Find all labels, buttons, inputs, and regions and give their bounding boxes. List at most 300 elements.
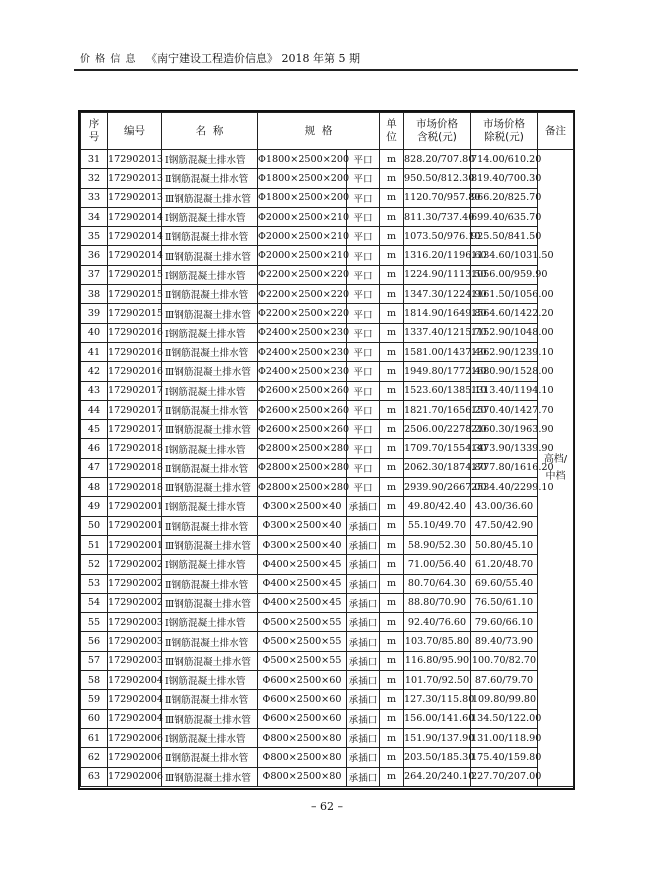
row-name: Ⅱ钢筋混凝土排水管 (162, 516, 258, 535)
row-unit: m (380, 265, 404, 284)
row-price-notax: 175.40/159.80 (471, 748, 538, 767)
row-price-tax: 1814.90/1649.80 (404, 304, 471, 323)
row-name: Ⅰ钢筋混凝土排水管 (162, 439, 258, 458)
row-name: Ⅲ钢筋混凝土排水管 (162, 304, 258, 323)
row-seq: 62 (81, 748, 108, 767)
row-unit: m (380, 323, 404, 342)
row-price-notax: 1473.90/1339.90 (471, 439, 538, 458)
table-row (81, 728, 574, 747)
row-spec: Φ2800×2500×280 (258, 439, 347, 458)
row-spec: Φ2000×2500×210 (258, 227, 347, 246)
row-spec: Φ400×2500×45 (258, 593, 347, 612)
col-header-price-tax: 市场价格含税(元) (404, 113, 471, 150)
row-price-notax: 61.20/48.70 (471, 555, 538, 574)
row-price-notax: 2534.40/2299.10 (471, 478, 538, 497)
table-body (81, 150, 574, 787)
row-code: 172902013 (108, 188, 162, 207)
row-mouth-type: 平口 (347, 478, 380, 497)
row-name: Ⅱ钢筋混凝土排水管 (162, 169, 258, 188)
row-unit: m (380, 400, 404, 419)
row-name: Ⅲ钢筋混凝土排水管 (162, 478, 258, 497)
table-row (81, 497, 574, 516)
row-seq: 58 (81, 671, 108, 690)
row-price-tax: 156.00/141.60 (404, 709, 471, 728)
row-name: Ⅱ钢筋混凝土排水管 (162, 458, 258, 477)
row-seq: 55 (81, 613, 108, 632)
row-mouth-type: 承插口 (347, 574, 380, 593)
row-code: 172902014 (108, 227, 162, 246)
row-code: 172902015 (108, 285, 162, 304)
row-spec: Φ300×2500×40 (258, 535, 347, 554)
row-unit: m (380, 748, 404, 767)
row-name: Ⅰ钢筋混凝土排水管 (162, 323, 258, 342)
row-spec: Φ2000×2500×210 (258, 246, 347, 265)
row-spec: Φ600×2500×60 (258, 671, 347, 690)
table-row (81, 690, 574, 709)
row-seq: 51 (81, 535, 108, 554)
row-price-notax: 714.00/610.20 (471, 150, 538, 169)
col-header-unit: 单位 (380, 113, 404, 150)
row-code: 172902016 (108, 362, 162, 381)
row-seq: 35 (81, 227, 108, 246)
table-row (81, 555, 574, 574)
col-header-spec: 规 格 (258, 113, 380, 150)
row-name: Ⅱ钢筋混凝土排水管 (162, 748, 258, 767)
row-name: Ⅲ钢筋混凝土排水管 (162, 420, 258, 439)
row-spec: Φ2600×2500×260 (258, 400, 347, 419)
row-code: 172902018 (108, 458, 162, 477)
row-seq: 50 (81, 516, 108, 535)
row-spec: Φ500×2500×55 (258, 613, 347, 632)
row-mouth-type: 承插口 (347, 690, 380, 709)
row-mouth-type: 承插口 (347, 709, 380, 728)
table-row (81, 458, 574, 477)
row-price-notax: 227.70/207.00 (471, 767, 538, 786)
row-seq: 63 (81, 767, 108, 786)
row-spec: Φ2400×2500×230 (258, 342, 347, 361)
row-price-notax: 100.70/82.70 (471, 651, 538, 670)
table-row (81, 265, 574, 284)
row-seq: 34 (81, 207, 108, 226)
row-price-notax: 819.40/700.30 (471, 169, 538, 188)
row-seq: 40 (81, 323, 108, 342)
row-mouth-type: 承插口 (347, 535, 380, 554)
row-seq: 47 (81, 458, 108, 477)
row-mouth-type: 平口 (347, 227, 380, 246)
publication-label: 价 格 信 息 (80, 54, 137, 65)
row-spec: Φ2200×2500×220 (258, 265, 347, 284)
row-spec: Φ2800×2500×280 (258, 458, 347, 477)
row-code: 172902018 (108, 478, 162, 497)
row-price-tax: 2939.90/2667.00 (404, 478, 471, 497)
row-unit: m (380, 690, 404, 709)
row-unit: m (380, 535, 404, 554)
row-mouth-type: 平口 (347, 150, 380, 169)
row-unit: m (380, 362, 404, 381)
row-mouth-type: 平口 (347, 420, 380, 439)
row-price-notax: 79.60/66.10 (471, 613, 538, 632)
row-mouth-type: 承插口 (347, 671, 380, 690)
row-spec: Φ300×2500×40 (258, 497, 347, 516)
row-price-tax: 58.90/52.30 (404, 535, 471, 554)
row-name: Ⅱ钢筋混凝土排水管 (162, 227, 258, 246)
row-unit: m (380, 709, 404, 728)
row-unit: m (380, 478, 404, 497)
table-header-row (81, 113, 574, 150)
row-name: Ⅰ钢筋混凝土排水管 (162, 207, 258, 226)
header-title: 《南宁建设工程造价信息》 2018 年第 5 期 (146, 52, 361, 65)
row-seq: 31 (81, 150, 108, 169)
row-spec: Φ2200×2500×220 (258, 304, 347, 323)
row-price-notax: 1777.80/1616.20 (471, 458, 538, 477)
row-seq: 32 (81, 169, 108, 188)
row-unit: m (380, 593, 404, 612)
row-code: 172902014 (108, 207, 162, 226)
row-spec: Φ1800×2500×200 (258, 169, 347, 188)
row-seq: 38 (81, 285, 108, 304)
row-seq: 57 (81, 651, 108, 670)
row-spec: Φ2600×2500×260 (258, 381, 347, 400)
row-code: 172902002 (108, 574, 162, 593)
row-price-tax: 92.40/76.60 (404, 613, 471, 632)
row-name: Ⅱ钢筋混凝土排水管 (162, 342, 258, 361)
row-mouth-type: 承插口 (347, 516, 380, 535)
row-unit: m (380, 304, 404, 323)
table-row (81, 227, 574, 246)
row-code: 172902003 (108, 632, 162, 651)
table-row (81, 478, 574, 497)
row-mouth-type: 承插口 (347, 728, 380, 747)
row-spec: Φ800×2500×80 (258, 767, 347, 786)
row-unit: m (380, 169, 404, 188)
row-price-notax: 699.40/635.70 (471, 207, 538, 226)
row-price-notax: 47.50/42.90 (471, 516, 538, 535)
row-mouth-type: 平口 (347, 362, 380, 381)
row-code: 172902001 (108, 497, 162, 516)
col-header-code: 编号 (108, 113, 162, 150)
row-name: Ⅲ钢筋混凝土排水管 (162, 535, 258, 554)
row-price-notax: 1313.40/1194.10 (471, 381, 538, 400)
table-row (81, 748, 574, 767)
row-price-notax: 925.50/841.50 (471, 227, 538, 246)
row-unit: m (380, 246, 404, 265)
row-price-notax: 43.00/36.60 (471, 497, 538, 516)
row-price-tax: 2062.30/1874.80 (404, 458, 471, 477)
table-row (81, 632, 574, 651)
row-spec: Φ300×2500×40 (258, 516, 347, 535)
row-name: Ⅰ钢筋混凝土排水管 (162, 265, 258, 284)
row-seq: 33 (81, 188, 108, 207)
running-header (80, 50, 575, 68)
row-price-notax: 1564.60/1422.20 (471, 304, 538, 323)
row-spec: Φ2400×2500×230 (258, 362, 347, 381)
row-seq: 39 (81, 304, 108, 323)
row-mouth-type: 平口 (347, 323, 380, 342)
row-code: 172902006 (108, 728, 162, 747)
table-row (81, 400, 574, 419)
row-price-notax: 69.60/55.40 (471, 574, 538, 593)
row-price-tax: 2506.00/2278.20 (404, 420, 471, 439)
table-row (81, 150, 574, 169)
row-name: Ⅲ钢筋混凝土排水管 (162, 651, 258, 670)
row-price-tax: 811.30/737.40 (404, 207, 471, 226)
row-mouth-type: 平口 (347, 304, 380, 323)
row-spec: Φ1800×2500×200 (258, 150, 347, 169)
row-code: 172902001 (108, 516, 162, 535)
row-name: Ⅲ钢筋混凝土排水管 (162, 246, 258, 265)
row-code: 172902006 (108, 767, 162, 786)
row-code: 172902002 (108, 555, 162, 574)
row-seq: 49 (81, 497, 108, 516)
row-price-tax: 88.80/70.90 (404, 593, 471, 612)
table-row (81, 671, 574, 690)
row-spec: Φ2800×2500×280 (258, 478, 347, 497)
row-unit: m (380, 342, 404, 361)
row-price-notax: 1362.90/1239.10 (471, 342, 538, 361)
row-unit: m (380, 767, 404, 786)
row-seq: 41 (81, 342, 108, 361)
row-unit: m (380, 632, 404, 651)
row-code: 172902017 (108, 381, 162, 400)
col-header-name: 名 称 (162, 113, 258, 150)
row-unit: m (380, 458, 404, 477)
row-code: 172902015 (108, 265, 162, 284)
row-price-tax: 116.80/95.90 (404, 651, 471, 670)
row-seq: 61 (81, 728, 108, 747)
row-name: Ⅲ钢筋混凝土排水管 (162, 709, 258, 728)
row-note: 高档/中档 (538, 150, 574, 787)
row-unit: m (380, 188, 404, 207)
row-name: Ⅰ钢筋混凝土排水管 (162, 497, 258, 516)
row-unit: m (380, 728, 404, 747)
table-row (81, 304, 574, 323)
table-row (81, 381, 574, 400)
row-price-notax: 1161.50/1056.00 (471, 285, 538, 304)
row-price-tax: 55.10/49.70 (404, 516, 471, 535)
row-price-tax: 1073.50/976.10 (404, 227, 471, 246)
row-price-tax: 1224.90/1113.50 (404, 265, 471, 284)
page-number: – 62 – (311, 800, 343, 813)
row-code: 172902003 (108, 613, 162, 632)
row-name: Ⅰ钢筋混凝土排水管 (162, 381, 258, 400)
row-seq: 52 (81, 555, 108, 574)
row-code: 172902013 (108, 150, 162, 169)
row-price-tax: 103.70/85.80 (404, 632, 471, 651)
row-price-tax: 203.50/185.30 (404, 748, 471, 767)
row-name: Ⅱ钢筋混凝土排水管 (162, 690, 258, 709)
table-row (81, 516, 574, 535)
row-price-tax: 1347.30/1224.90 (404, 285, 471, 304)
row-unit: m (380, 381, 404, 400)
table-row (81, 709, 574, 728)
row-seq: 54 (81, 593, 108, 612)
row-spec: Φ2600×2500×260 (258, 420, 347, 439)
row-price-tax: 1581.00/1437.40 (404, 342, 471, 361)
row-unit: m (380, 671, 404, 690)
row-price-tax: 950.50/812.30 (404, 169, 471, 188)
row-price-notax: 1134.60/1031.50 (471, 246, 538, 265)
row-code: 172902017 (108, 420, 162, 439)
row-seq: 53 (81, 574, 108, 593)
row-name: Ⅲ钢筋混凝土排水管 (162, 362, 258, 381)
row-price-tax: 80.70/64.30 (404, 574, 471, 593)
row-code: 172902013 (108, 169, 162, 188)
table-row (81, 362, 574, 381)
row-spec: Φ2000×2500×210 (258, 207, 347, 226)
row-unit: m (380, 497, 404, 516)
row-code: 172902006 (108, 748, 162, 767)
row-spec: Φ500×2500×55 (258, 632, 347, 651)
row-mouth-type: 平口 (347, 265, 380, 284)
row-price-tax: 1949.80/1772.40 (404, 362, 471, 381)
row-price-notax: 1570.40/1427.70 (471, 400, 538, 419)
row-mouth-type: 平口 (347, 342, 380, 361)
row-spec: Φ800×2500×80 (258, 728, 347, 747)
col-header-note: 备注 (538, 113, 574, 150)
row-seq: 45 (81, 420, 108, 439)
row-mouth-type: 承插口 (347, 613, 380, 632)
row-unit: m (380, 516, 404, 535)
row-seq: 44 (81, 400, 108, 419)
row-seq: 60 (81, 709, 108, 728)
row-price-tax: 1821.70/1656.20 (404, 400, 471, 419)
row-name: Ⅱ钢筋混凝土排水管 (162, 632, 258, 651)
row-price-notax: 87.60/79.70 (471, 671, 538, 690)
row-seq: 36 (81, 246, 108, 265)
row-price-tax: 1709.70/1554.30 (404, 439, 471, 458)
row-name: Ⅰ钢筋混凝土排水管 (162, 555, 258, 574)
row-unit: m (380, 285, 404, 304)
row-price-notax: 131.00/118.90 (471, 728, 538, 747)
row-price-tax: 1316.20/1196.60 (404, 246, 471, 265)
row-mouth-type: 承插口 (347, 651, 380, 670)
price-table (80, 112, 574, 787)
row-mouth-type: 承插口 (347, 555, 380, 574)
row-price-notax: 1152.90/1048.00 (471, 323, 538, 342)
row-price-tax: 101.70/92.50 (404, 671, 471, 690)
row-mouth-type: 平口 (347, 458, 380, 477)
table-row (81, 535, 574, 554)
table-row (81, 767, 574, 786)
row-spec: Φ500×2500×55 (258, 651, 347, 670)
row-price-notax: 2160.30/1963.90 (471, 420, 538, 439)
row-seq: 37 (81, 265, 108, 284)
table-row (81, 651, 574, 670)
row-spec: Φ2400×2500×230 (258, 323, 347, 342)
row-unit: m (380, 227, 404, 246)
row-price-tax: 71.00/56.40 (404, 555, 471, 574)
row-code: 172902004 (108, 709, 162, 728)
row-code: 172902014 (108, 246, 162, 265)
row-mouth-type: 平口 (347, 400, 380, 419)
row-price-tax: 1523.60/1385.10 (404, 381, 471, 400)
row-mouth-type: 平口 (347, 285, 380, 304)
row-name: Ⅰ钢筋混凝土排水管 (162, 150, 258, 169)
header-rule (74, 69, 578, 71)
col-header-seq: 序号 (81, 113, 108, 150)
row-code: 172902017 (108, 400, 162, 419)
row-code: 172902004 (108, 690, 162, 709)
row-price-tax: 264.20/240.10 (404, 767, 471, 786)
table-row (81, 246, 574, 265)
row-price-tax: 1337.40/1215.70 (404, 323, 471, 342)
row-name: Ⅱ钢筋混凝土排水管 (162, 400, 258, 419)
table-row (81, 342, 574, 361)
table-row (81, 613, 574, 632)
row-spec: Φ600×2500×60 (258, 690, 347, 709)
col-header-price-notax: 市场价格除税(元) (471, 113, 538, 150)
row-price-notax: 76.50/61.10 (471, 593, 538, 612)
row-name: Ⅲ钢筋混凝土排水管 (162, 188, 258, 207)
row-mouth-type: 平口 (347, 246, 380, 265)
row-name: Ⅰ钢筋混凝土排水管 (162, 728, 258, 747)
row-name: Ⅰ钢筋混凝土排水管 (162, 613, 258, 632)
row-spec: Φ400×2500×45 (258, 574, 347, 593)
row-name: Ⅱ钢筋混凝土排水管 (162, 574, 258, 593)
row-price-notax: 50.80/45.10 (471, 535, 538, 554)
row-spec: Φ1800×2500×200 (258, 188, 347, 207)
table-row (81, 285, 574, 304)
row-mouth-type: 平口 (347, 169, 380, 188)
table-row (81, 207, 574, 226)
row-code: 172902016 (108, 342, 162, 361)
row-unit: m (380, 574, 404, 593)
row-seq: 46 (81, 439, 108, 458)
row-code: 172902003 (108, 651, 162, 670)
row-price-notax: 89.40/73.90 (471, 632, 538, 651)
row-code: 172902018 (108, 439, 162, 458)
row-unit: m (380, 651, 404, 670)
row-mouth-type: 承插口 (347, 497, 380, 516)
row-price-tax: 1120.70/957.80 (404, 188, 471, 207)
row-price-notax: 109.80/99.80 (471, 690, 538, 709)
row-price-tax: 151.90/137.90 (404, 728, 471, 747)
table-row (81, 574, 574, 593)
row-code: 172902001 (108, 535, 162, 554)
row-unit: m (380, 613, 404, 632)
row-price-notax: 1680.90/1528.00 (471, 362, 538, 381)
row-code: 172902004 (108, 671, 162, 690)
row-mouth-type: 平口 (347, 381, 380, 400)
row-seq: 59 (81, 690, 108, 709)
row-name: Ⅱ钢筋混凝土排水管 (162, 285, 258, 304)
row-spec: Φ600×2500×60 (258, 709, 347, 728)
row-unit: m (380, 439, 404, 458)
row-spec: Φ400×2500×45 (258, 555, 347, 574)
row-seq: 48 (81, 478, 108, 497)
row-unit: m (380, 207, 404, 226)
row-seq: 56 (81, 632, 108, 651)
row-price-tax: 49.80/42.40 (404, 497, 471, 516)
row-mouth-type: 承插口 (347, 767, 380, 786)
row-spec: Φ800×2500×80 (258, 748, 347, 767)
row-name: Ⅲ钢筋混凝土排水管 (162, 767, 258, 786)
row-price-tax: 127.30/115.80 (404, 690, 471, 709)
row-seq: 42 (81, 362, 108, 381)
row-price-notax: 134.50/122.00 (471, 709, 538, 728)
row-mouth-type: 平口 (347, 188, 380, 207)
table-row (81, 593, 574, 612)
row-code: 172902002 (108, 593, 162, 612)
row-name: Ⅲ钢筋混凝土排水管 (162, 593, 258, 612)
row-unit: m (380, 555, 404, 574)
row-code: 172902016 (108, 323, 162, 342)
row-name: Ⅰ钢筋混凝土排水管 (162, 671, 258, 690)
row-unit: m (380, 150, 404, 169)
row-mouth-type: 承插口 (347, 632, 380, 651)
row-seq: 43 (81, 381, 108, 400)
row-price-notax: 966.20/825.70 (471, 188, 538, 207)
